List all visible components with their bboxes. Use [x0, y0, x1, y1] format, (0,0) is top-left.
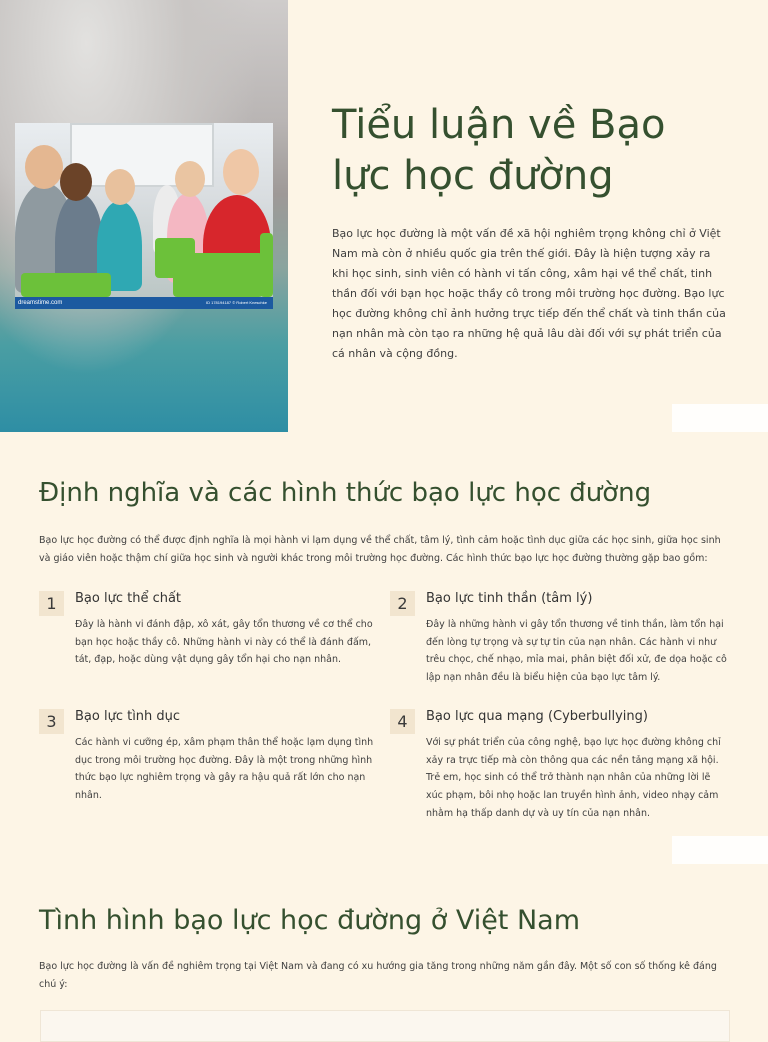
photo-caption: dreamstime.com — [18, 300, 63, 306]
definition-text: Bạo lực học đường có thể được định nghĩa là mọi hành vi lạm dụng về thể chất, tâm lý, tình cảm hoặc tình dục giữa các học sinh, giữa học sinh và giáo viên hoặc thậm chí giữa học sinh và người khác trong môi trường học đường. Các hình thức bạo lực học đường thường gặp bao gồm: — [39, 535, 721, 564]
photo-watermark-strip — [15, 297, 273, 309]
item-number: 3 — [39, 709, 64, 734]
definition-title: Định nghĩa và các hình thức bạo lực học đường — [39, 478, 652, 508]
item-number: 1 — [39, 591, 64, 616]
item-title: Bạo lực qua mạng (Cyberbullying) — [426, 709, 648, 724]
situation-title: Tình hình bạo lực học đường ở Việt Nam — [39, 905, 581, 936]
hero-image-panel — [0, 0, 288, 432]
item-text: Đây là hành vi đánh đập, xô xát, gây tổn thương về cơ thể cho bạn học hoặc thầy cô. Những hành vi này có thể là đánh đấm, tát, đạp, hoặc dùng vật dụng gây tổn hại cho nạn nhân. — [75, 619, 373, 666]
item-number: 4 — [390, 709, 415, 734]
definition-section — [39, 478, 729, 568]
hero-section — [0, 0, 768, 432]
situation-text: Bạo lực học đường là vấn đề nghiêm trọng tại Việt Nam và đang có xu hướng gia tăng trong những năm gần đây. Một số con số thống kê đáng chú ý: — [39, 961, 717, 990]
item-title: Bạo lực tình dục — [75, 709, 181, 724]
page-title: Tiểu luận về Bạo lực học đường — [332, 102, 666, 199]
item-text: Đây là những hành vi gây tổn thương về tinh thần, làm tổn hại đến lòng tự trọng và sự tự tin của nạn nhân. Các hành vi như trêu chọc, chế nhạo, mỉa mai, phân biệt đối xử, đe dọa hoặc cô lập nạn nhân đều là biểu hiện của bạo lực tâm lý. — [426, 619, 727, 684]
intro-paragraph: Bạo lực học đường là một vấn đề xã hội nghiêm trọng không chỉ ở Việt Nam mà còn ở nhiều quốc gia trên thế giới. Đây là hiện tượng xảy ra khi học sinh, sinh viên có hành vi tấn công, xâm hại về thể chất, tinh thần đối với bạn học hoặc thầy cô trong môi trường học đường. Bạo lực học đường không chỉ ảnh hưởng trực tiếp đến thể chất và tinh thần của nạn nhân mà còn tạo ra những hệ quả lâu dài đối với sự phát triển của cá nhân và cộng đồng. — [332, 227, 726, 360]
item-text: Các hành vi cưỡng ép, xâm phạm thân thể hoặc lạm dụng tình dục trong môi trường học đường. Đây là một trong những hình thức bạo lực nghiêm trọng và gây ra hậu quả rất lớn cho nạn nhân. — [75, 737, 374, 802]
situation-section — [39, 905, 729, 994]
stats-box — [40, 1010, 730, 1042]
item-title: Bạo lực thể chất — [75, 591, 182, 606]
item-text: Với sự phát triển của công nghệ, bạo lực học đường không chỉ xảy ra trực tiếp mà còn thông qua các nền tảng mạng xã hội. Trẻ em, học sinh có thể trở thành nạn nhân của những lời lẽ xúc phạm, bôi nhọ hoặc lan truyền hình ảnh, video nhạy cảm nhằm hạ thấp danh dự và uy tín của nạn nhân. — [426, 737, 721, 819]
photo-id: ID 178194187 © Robert Kneschke — [206, 300, 267, 305]
hero-text — [332, 100, 727, 364]
students-photo — [15, 123, 273, 309]
item-title: Bạo lực tinh thần (tâm lý) — [426, 591, 593, 606]
corner-tab — [672, 404, 768, 432]
item-number: 2 — [390, 591, 415, 616]
corner-tab — [672, 836, 768, 864]
